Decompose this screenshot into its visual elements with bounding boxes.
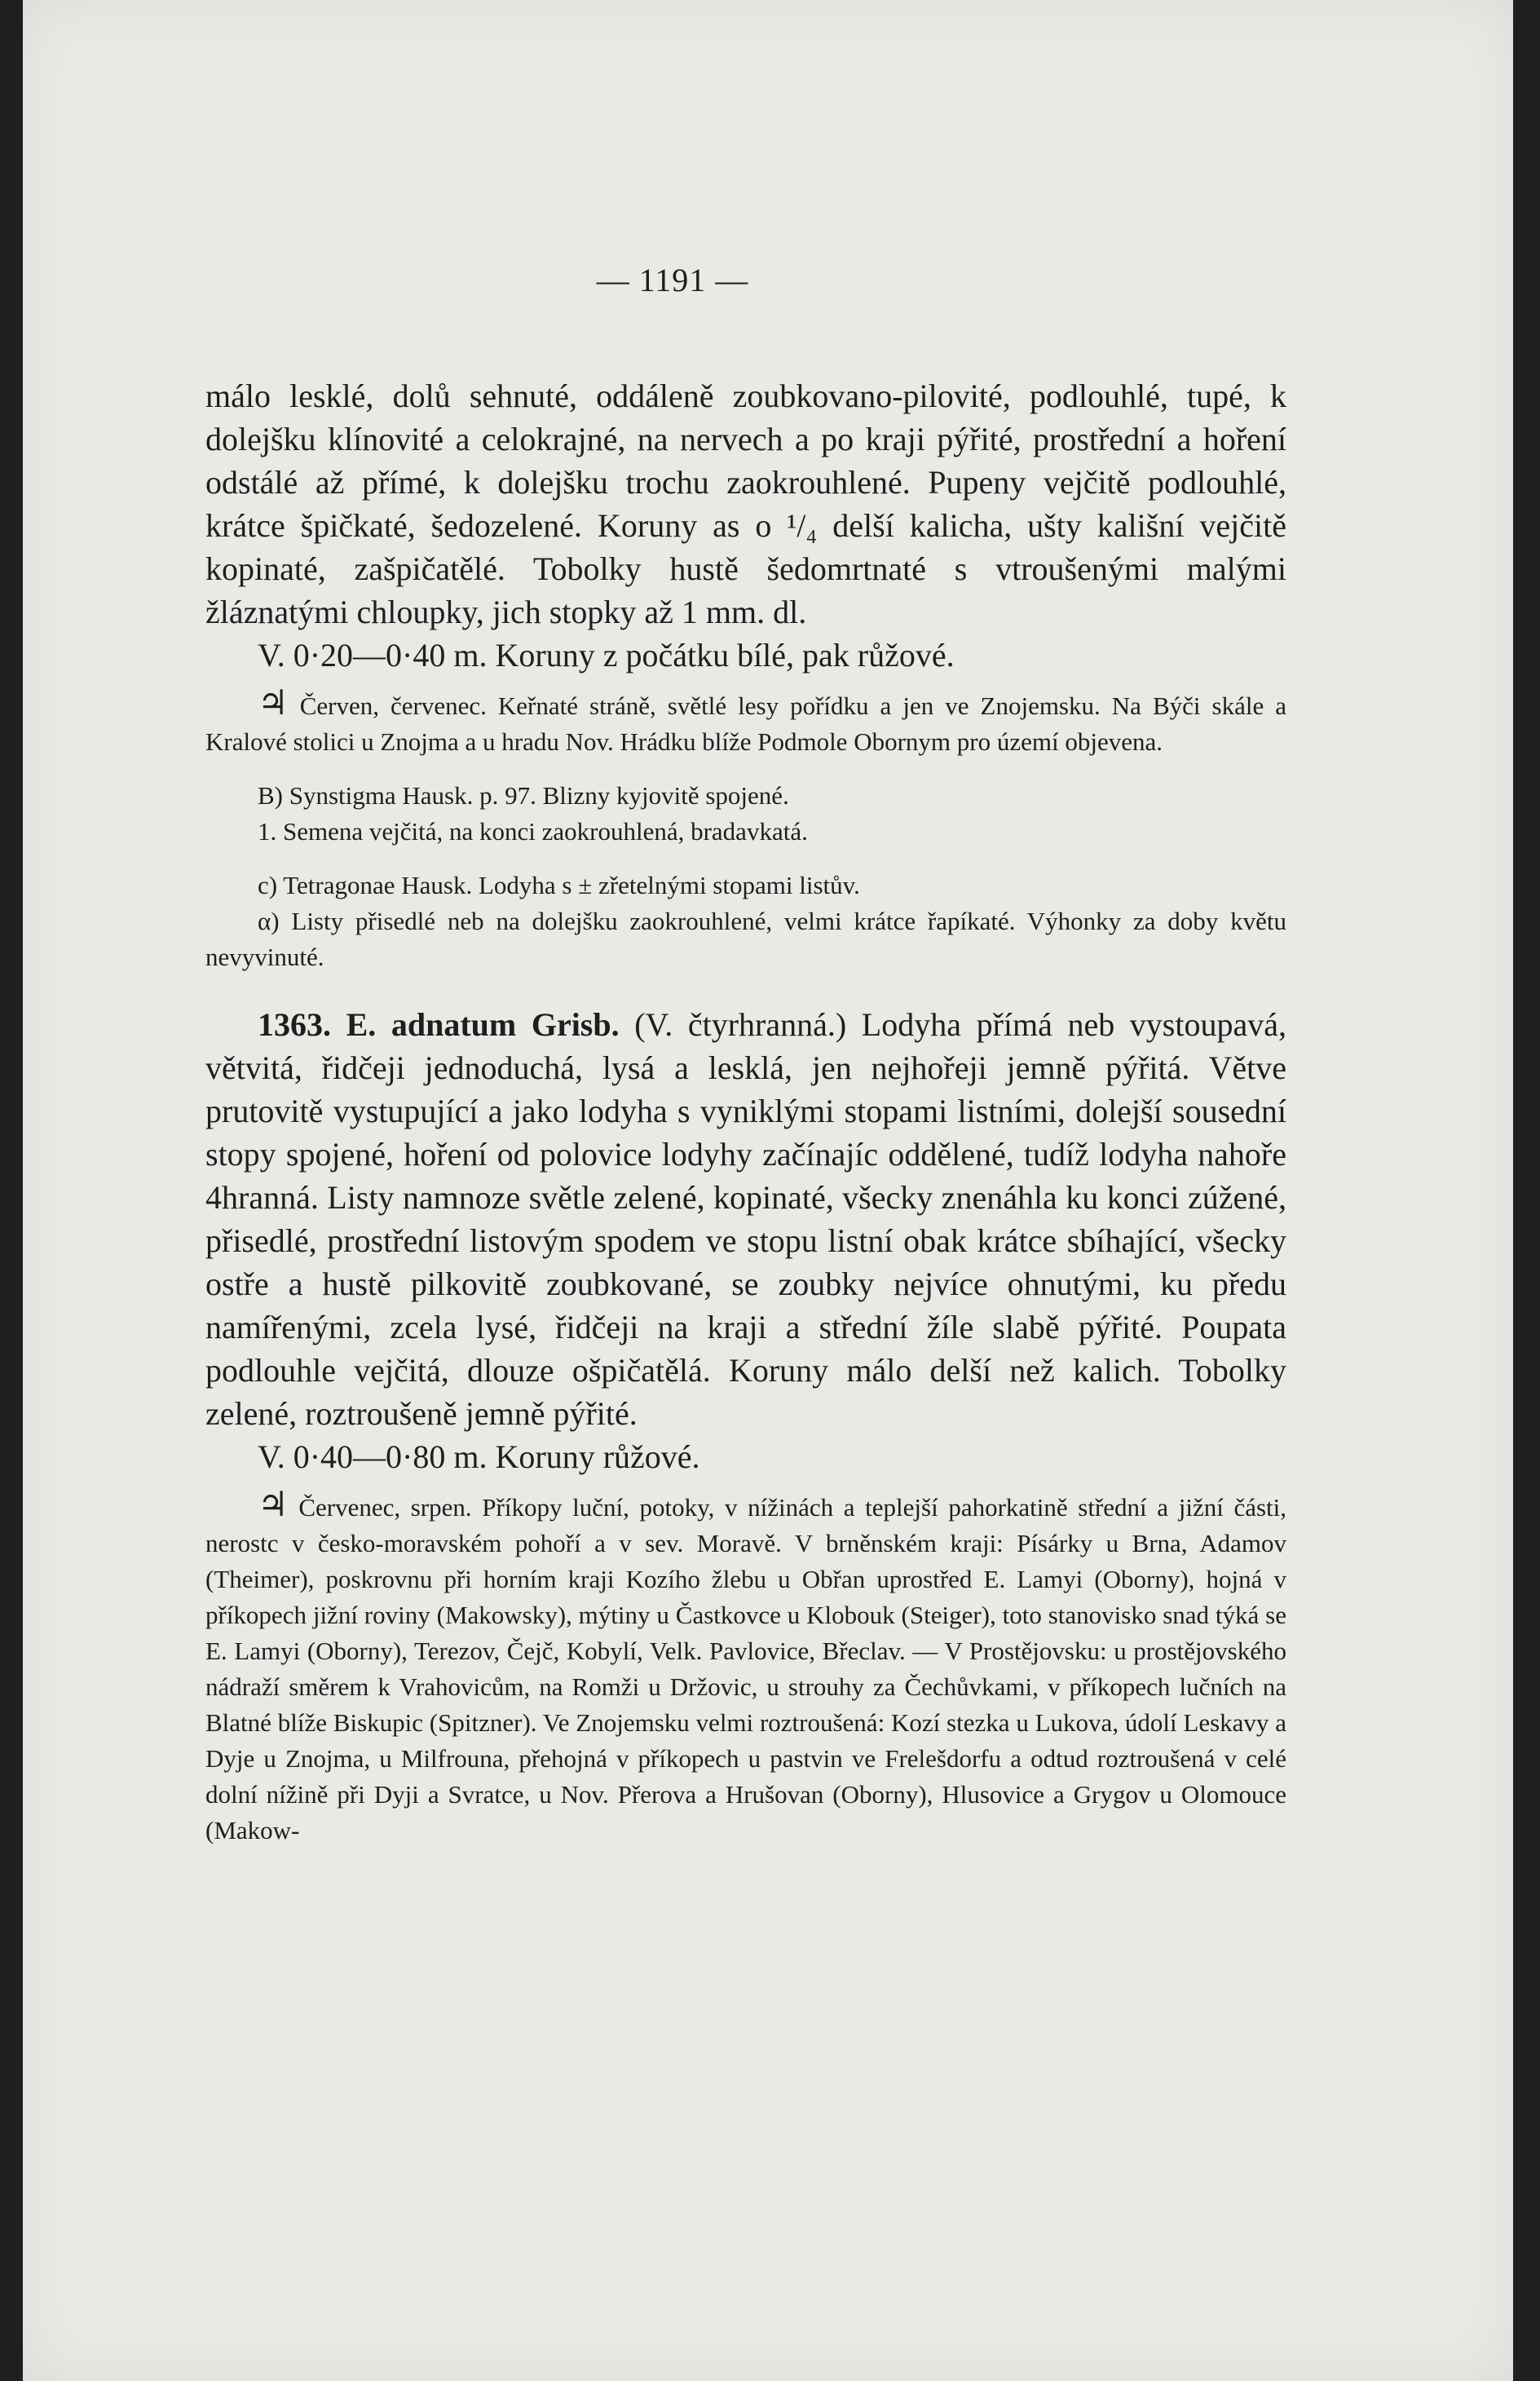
- perennial-symbol-2: ♃: [258, 1486, 289, 1524]
- paragraph-locality: [205, 687, 1286, 760]
- species-description: (V. čtyrhranná.) Lodyha přímá neb vystoupavá, větvitá, řidčeji jednoduchá, lysá a lesklá, jen nejhořeji jemně pýřitá. Větve prutovitě vystupující a jako lodyha s vyniklými stopami listními, dolejší sousední stopy spojené, hoření od polovice lodyhy začínajíc oddělené, tudíž lodyha nahoře 4hranná. Listy namnoze světle zelené, kopinaté, všecky znenáhla ku konci zúžené, přisedlé, prostřední listovým spodem ve stopu listní obak krátce sbíhající, všecky ostře a hustě pilkovitě zoubkované, se zoubky nejvíce ohnutými, ku předu namířenými, zcela lysé, řidčeji na kraji a střední žíle slabě pýřité. Poupata podlouhle vejčitá, dlouze ošpičatělá. Koruny málo delší než kalich. Tobolky zelené, roztroušeně jemně pýřité.: [205, 1006, 1286, 1432]
- perennial-symbol: ♃: [258, 685, 289, 722]
- page-number: — 1191 —: [596, 262, 749, 298]
- key-item-alpha: α) Listy přisedlé neb na dolejšku zaokrouhlené, velmi krátce řapíkaté. Výhonky za doby květu nevyvinuté.: [205, 907, 1286, 971]
- species-entry: [205, 1003, 1286, 1435]
- species-localities: [205, 1488, 1286, 1849]
- species-localities-text: Červenec, srpen. Příkopy luční, potoky, v nížinách a teplejší pahorkatině střední a jižní části, nerostc v česko-moravském pohoří a v sev. Moravě. V brněnském kraji: Písárky u Brna, Adamov (Theimer), poskrovnu při horním kraji Kozího žlebu u Obřan uprostřed E. Lamyi (Oborny), hojná v příkopech jižní roviny (Makowsky), mýtiny u Častkovce u Klobouk (Steiger), toto stanovisko snad týká se E. Lamyi (Oborny), Terezov, Čejč, Kobylí, Velk. Pavlovice, Břeclav. — V Prostějovsku: u prostějovského nádraží směrem k Vrahovicům, na Romži u Držovic, u strouhy za Čechůvkami, v příkopech lučních na Blatné blíže Biskupic (Spitzner). Ve Znojemsku velmi roztroušená: Kozí stezka u Lukova, údolí Leskavy a Dyje u Znojma, u Milfrouna, přehojná v příkopech u pastvin ve Frelešdorfu a odtud roztroušená v celé dolní nížině při Dyji a Svratce, u Nov. Přerova a Hrušovan (Oborny), Hlusovice a Grygov u Olomouce (Makow-: [205, 1493, 1287, 1844]
- section-synstigma: B) Synstigma Hausk. p. 97. Blizny kyjovitě spojené.: [258, 781, 789, 810]
- page-content: [205, 261, 1286, 1849]
- key-item-1: 1. Semena vejčitá, na konci zaokrouhlená, bradavkatá.: [258, 817, 808, 846]
- paragraph-size: V. 0·20—0·40 m. Koruny z počátku bílé, pak růžové.: [258, 637, 955, 674]
- section-tetragonae: c) Tetragonae Hausk. Lodyha s ± zřetelnými stopami listův.: [258, 871, 860, 899]
- species-size: V. 0·40—0·80 m. Koruny růžové.: [258, 1438, 700, 1475]
- paragraph-description: málo lesklé, dolů sehnuté, oddáleně zoubkovano-pilovité, podlouhlé, tupé, k dolejšku klínovité a celokrajné, na nervech a po kraji pýřité, prostřední a hoření odstálé až přímé, k dolejšku trochu zaokrouhlené. Pupeny vejčitě podlouhlé, krátce špičkaté, šedozelené. Koruny as o ¹/₄ delší kalicha, ušty kališní vejčitě kopinaté, zašpičatělé. Tobolky hustě šedomrtnaté s vtroušenými malými žláznatými chloupky, jich stopky až 1 mm. dl.: [205, 378, 1286, 630]
- locality-text: Červen, červenec. Keřnaté stráně, světlé lesy pořídku a jen ve Znojemsku. Na Býči skále a Kralové stolici u Znojma a u hradu Nov. Hrádku blíže Podmole Obornym pro území objevena.: [205, 691, 1287, 756]
- page: [23, 0, 1513, 2381]
- species-heading: 1363. E. adnatum Grisb.: [258, 1006, 620, 1043]
